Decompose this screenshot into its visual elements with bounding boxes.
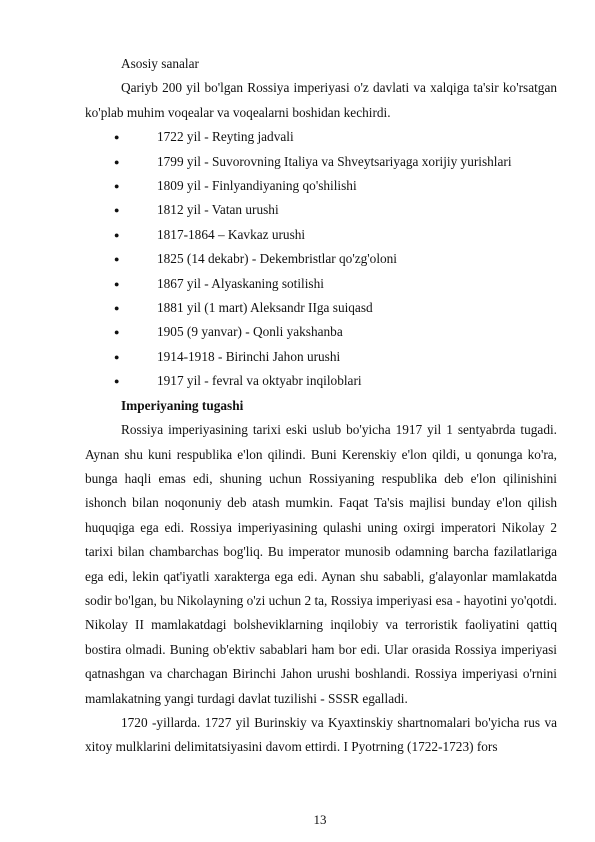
list-item-text: 1809 yil - Finlyandiyaning qo'shilishi <box>157 178 357 194</box>
list-item-text: 1905 (9 yanvar) - Qonli yakshanba <box>157 324 343 340</box>
list-item <box>85 150 557 174</box>
subheading: Imperiyaning tugashi <box>121 397 244 413</box>
dates-list <box>85 125 557 393</box>
bullet-icon: ● <box>114 181 120 192</box>
list-item <box>85 345 557 369</box>
list-item-text: 1817-1864 – Kavkaz urushi <box>157 226 306 242</box>
page-number: 13 <box>313 812 327 827</box>
paragraph-empire-end: Rossiya imperiyasining tarixi eski uslub bo'yicha 1917 yil 1 sentyabrda tugadi. Aynan shu kuni respublika e'lon qilindi. Buni Kerenskiy e'lon qildi, u qonunga ko'ra, bunga haqli emas edi, shuning uchun Rossiyaning respublika deb e'lon qilinishini ishonch bilan noqonuniy deb atash mumkin. Faqat Ta'sis majlisi bunday e'lon qilish huquqiga ega edi. Rossiya imperiyasining qulashi uning oxirgi imperatori Nikolay 2 tarixi bilan chambarchas bog'liq. Bu imperator munosib odamning barcha fazilatlariga ega edi, lekin qat'iyatli xarakterga ega edi. Aynan shu sababli, g'alayonlar mamlakatda sodir bo'lgan, bu Nikolayning o'zi uchun 2 ta, Rossiya imperiyasi esa - hayotini yo'qotdi. Nikolay II mamlakatdagi bolsheviklarning inqilobiy va terroristik faoliyatini qattiq bostira olmadi. Buning ob'ektiv sabablari ham bor edi. Ular orasida Rossiya imperiyasi qatnashgan va charchagan Birinchi Jahon urushi boshlandi. Rossiya imperiyasi o'rnini mamlakatning yangi turdagi davlat tuzilishi - SSSR egalladi. <box>85 422 557 706</box>
bullet-icon: ● <box>114 156 120 167</box>
list-item <box>85 223 557 247</box>
list-item <box>85 296 557 320</box>
bullet-icon: ● <box>114 376 120 387</box>
section-title: Asosiy sanalar <box>121 56 199 71</box>
bullet-icon: ● <box>114 278 120 289</box>
list-item <box>85 125 557 149</box>
list-item <box>85 247 557 271</box>
list-item <box>85 272 557 296</box>
bullet-icon: ● <box>114 327 120 338</box>
list-item-text: 1825 (14 dekabr) - Dekembristlar qo'zg'oloni <box>157 251 398 267</box>
list-item <box>85 320 557 344</box>
intro-paragraph: Qariyb 200 yil bo'lgan Rossiya imperiyasi o'z davlati va xalqiga ta'sir ko'rsatgan ko'plab muhim voqealar va voqealarni boshidan kechirdi. <box>85 80 557 120</box>
list-item-text: 1917 yil - fevral va oktyabr inqiloblari <box>157 373 362 389</box>
bullet-icon: ● <box>114 351 120 362</box>
bullet-icon: ● <box>114 254 120 265</box>
list-item <box>85 174 557 198</box>
bullet-icon: ● <box>114 303 120 314</box>
list-item <box>85 369 557 393</box>
list-item-text: 1881 yil (1 mart) Aleksandr IIga suiqasd <box>157 300 373 316</box>
list-item-text: 1914-1918 - Birinchi Jahon urushi <box>157 348 341 364</box>
document-page <box>85 52 557 760</box>
list-item-text: 1799 yil - Suvorovning Italiya va Shveytsariyaga xorijiy yurishlari <box>157 153 512 169</box>
list-item-text: 1867 yil - Alyaskaning sotilishi <box>157 275 324 291</box>
bullet-icon: ● <box>114 229 120 240</box>
list-item-text: 1812 yil - Vatan urushi <box>157 202 279 218</box>
paragraph-1720s: 1720 -yillarda. 1727 yil Burinskiy va Kyaxtinskiy shartnomalari bo'yicha rus va xitoy mulklarini delimitatsiyasini davom ettirdi. I Pyotrning (1722-1723) fors <box>85 714 557 755</box>
bullet-icon: ● <box>114 132 120 143</box>
list-item <box>85 198 557 222</box>
list-item-text: 1722 yil - Reyting jadvali <box>157 129 294 145</box>
bullet-icon: ● <box>114 205 120 216</box>
